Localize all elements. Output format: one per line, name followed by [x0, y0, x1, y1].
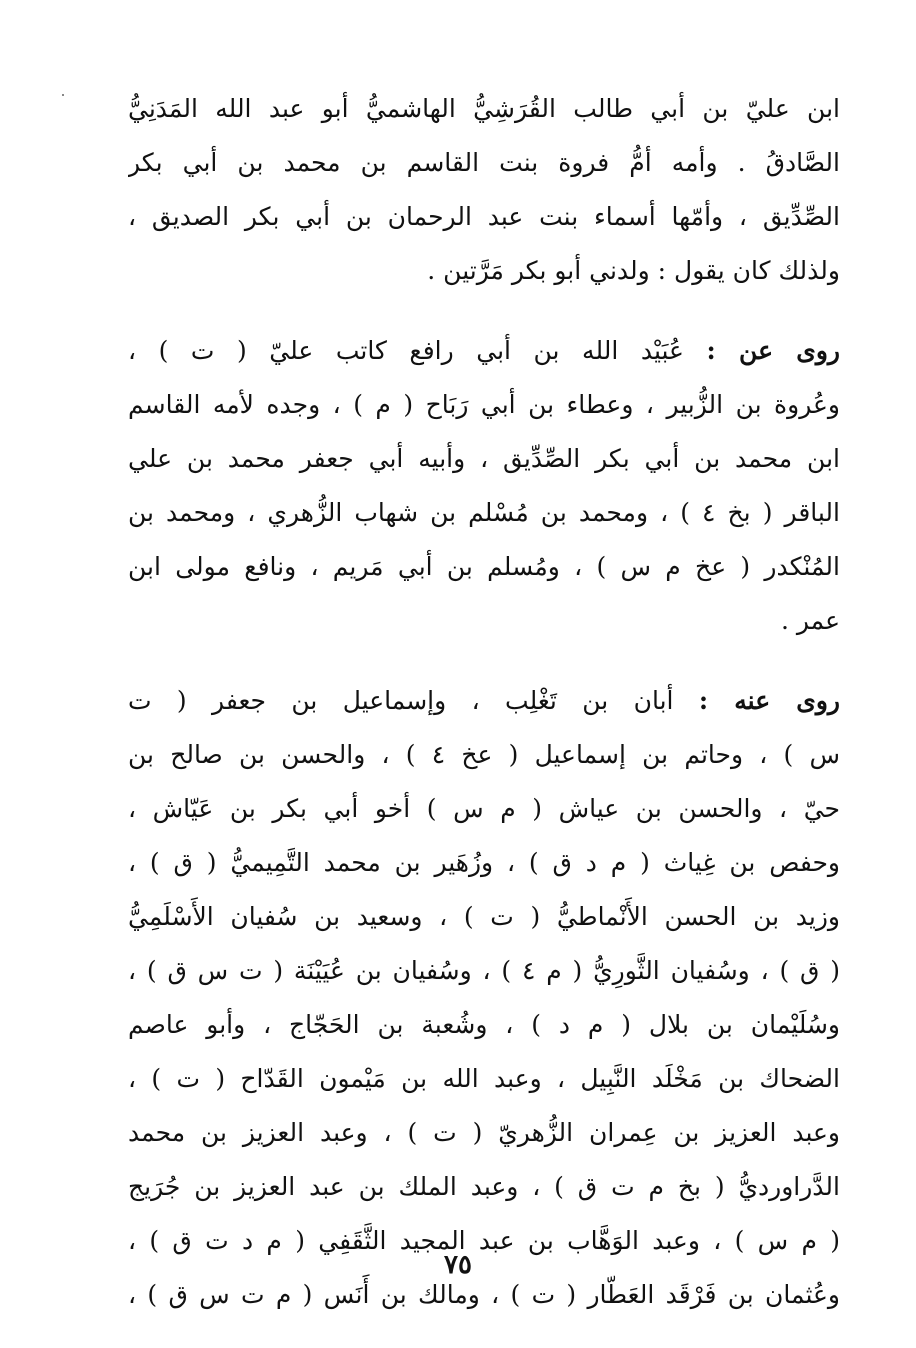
narrated-by-paragraph [128, 674, 840, 1322]
narrated-from-paragraph [128, 324, 840, 648]
text-line: وعُثمان بن فَرْقَد العَطّار ( ت ) ، ومالك بن أَنَس ( م ت س ق ) ، [128, 1280, 840, 1309]
text-line: وعُروة بن الزُّبير ، وعطاء بن أبي رَبَاح ( م ) ، وجده لأمه القاسم [128, 390, 840, 419]
text-line: ( م س ) ، وعبد الوَهَّاب بن عبد المجيد الثَّقَفِي ( م د ت ق ) ، [128, 1226, 840, 1255]
text-line: وحفص بن غِياث ( م د ق ) ، وزُهَير بن محمد التَّمِيميُّ ( ق ) ، [128, 848, 840, 877]
text-line: الدَّراورديُّ ( بخ م ت ق ) ، وعبد الملك بن عبد العزيز بن جُرَيج [128, 1172, 840, 1201]
text-line: وسُلَيْمان بن بلال ( م د ) ، وشُعبة بن الحَجّاج ، وأبو عاصم [128, 1010, 840, 1039]
text-line: الباقر ( بخ ٤ ) ، ومحمد بن مُسْلم بن شهاب الزُّهري ، ومحمد بن [128, 498, 840, 527]
text-line: ولذلك كان يقول : ولدني أبو بكر مَرَّتين . [427, 256, 840, 285]
text-line: ابن عليّ بن أبي طالب القُرَشِيُّ الهاشميُّ أبو عبد الله المَدَنِيُّ [128, 94, 840, 123]
section-label: روى عنه : [698, 686, 840, 715]
text-line: ابن محمد بن أبي بكر الصِّدِّيق ، وأبيه أبي جعفر محمد بن علي [128, 444, 840, 473]
line-text: عُبَيْد الله بن أبي رافع كاتب عليّ ( ت ) ، [128, 336, 684, 365]
text-line: عمر . [780, 606, 840, 635]
text-line [128, 324, 840, 378]
text-line: المُنْكدر ( عخ م س ) ، ومُسلم بن أبي مَريم ، ونافع مولى ابن [128, 552, 840, 581]
text-line: ( ق ) ، وسُفيان الثَّورِيُّ ( م ٤ ) ، وسُفيان بن عُيَيْنَة ( ت س ق ) ، [128, 956, 840, 985]
biography-paragraph [128, 82, 840, 298]
text-line [128, 674, 840, 728]
scan-speck [62, 94, 64, 96]
text-line: الضحاك بن مَخْلَد النَّبِيل ، وعبد الله بن مَيْمون القَدّاح ( ت ) ، [128, 1064, 840, 1093]
text-line: س ) ، وحاتم بن إسماعيل ( عخ ٤ ) ، والحسن بن صالح بن [128, 740, 840, 769]
text-line: الصَّادقُ . وأمه أمُّ فروة بنت القاسم بن محمد بن أبي بكر [128, 148, 840, 177]
page-number: ٧٥ [444, 1250, 472, 1280]
text-line: وزيد بن الحسن الأَنْماطيُّ ( ت ) ، وسعيد بن سُفيان الأَسْلَمِيُّ [128, 902, 840, 931]
text-line: الصِّدِّيق ، وأمّها أسماء بنت عبد الرحمان بن أبي بكر الصديق ، [128, 202, 840, 231]
line-text: أبان بن تَغْلِب ، وإسماعيل بن جعفر ( ت [128, 686, 674, 715]
page-body [128, 82, 840, 1348]
text-line: وعبد العزيز بن عِمران الزُّهريّ ( ت ) ، وعبد العزيز بن محمد [128, 1118, 840, 1147]
text-line: حيّ ، والحسن بن عياش ( م س ) أخو أبي بكر بن عَيّاش ، [128, 794, 840, 823]
section-label: روى عن : [706, 336, 840, 365]
